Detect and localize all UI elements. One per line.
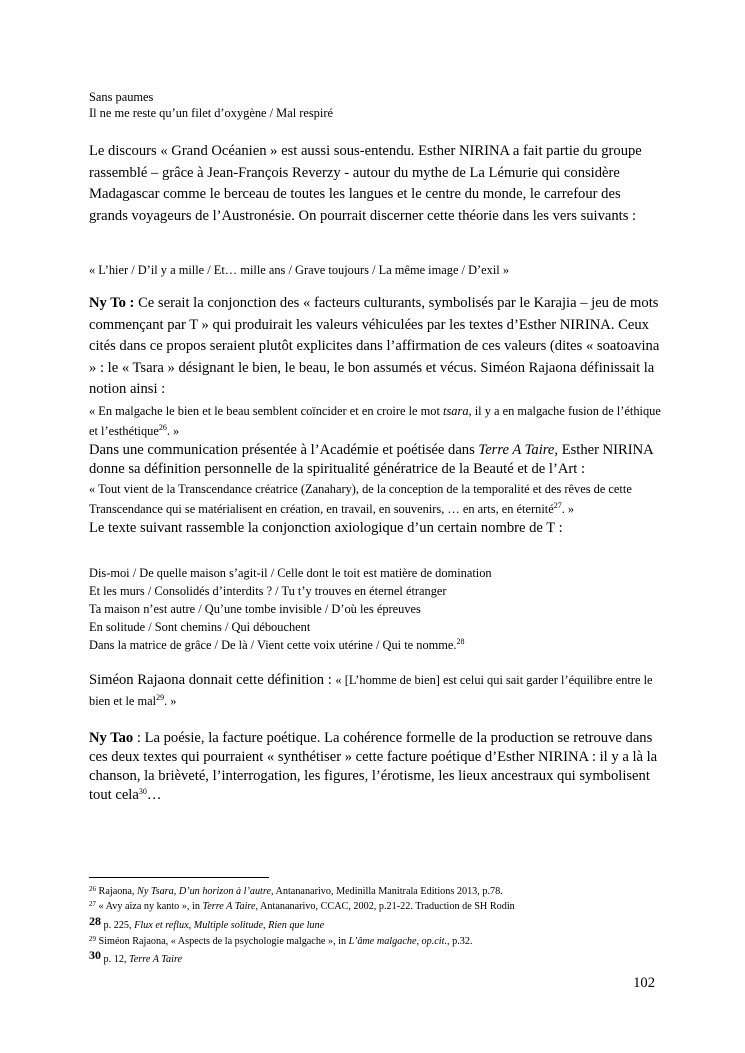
paragraph-conjonction: Le texte suivant rassemble la conjonction axiologique d’un certain nombre de T : xyxy=(89,519,563,536)
footnote-ref: 29 xyxy=(156,693,165,702)
poem-line: Il ne me reste qu’un filet d’oxygène / Mal respiré xyxy=(89,106,333,120)
paragraph-grand-oceanien: Le discours « Grand Océanien » est aussi sous-entendu. Esther NIRINA a fait partie du groupe rassemblé – grâce à Jean-François Reverzy - autour du mythe de La Lémurie qui considère Madagascar comme le berceau de toutes les langues et le centre du monde, le carrefour des grands voyageurs de l’Austronésie. On pourrait discerner cette théorie dans les vers suivants : xyxy=(89,143,642,224)
quote-rajaona: « En malgache le bien et le beau semblent coïncider et en croire le mot tsara, il y a en malgache fusion de l’éthique et l’esthétique$^{26}$. » xyxy=(89,403,661,438)
paragraph-ny-tao: Ny Tao : La poésie, la facture poétique. La cohérence formelle de la production se retrouve dans ces deux textes qui pourraient « synthétiser » cette facture poétique d’Esther NIRINA : il y a là la chanson, la brièveté, l’interrogation, les figures, l’érotisme, les lieux ancestraux qui symbolisent tout cela$^{30}$… xyxy=(89,730,658,803)
footnote-29: $^{29}$ Siméon Rajaona, « Aspects de la psychologie malgache », in L’âme malgache, op.cit., p.32. xyxy=(89,935,473,947)
footnotes xyxy=(89,885,661,966)
paragraph-academie: Dans une communication présentée à l’Académie et poétisée dans Terre A Taire, Esther NIRINA donne sa définition personnelle de la spiritualité génératrice de la Beauté et de l’Art : xyxy=(89,441,653,477)
quote-transcendance: « Tout vient de la Transcendance créatrice (Zanahary), de la conception de la temporalité et des rêves de cette Transcendance qui se matérialisent en création, en travail, en souvenirs, … en arts, en éternité$^{27}$. » xyxy=(89,481,632,516)
poem-line: Dans la matrice de grâce / De là / Vient cette voix utérine / Qui te nomme.$^{28}$ xyxy=(89,637,465,652)
quote-exil: « L’hier / D’il y a mille / Et… mille ans / Grave toujours / La même image / D’exil » xyxy=(89,263,510,277)
poem-line: Sans paumes xyxy=(89,90,154,104)
poem-line: Dis-moi / De quelle maison s’agit-il / Celle dont le toit est matière de domination xyxy=(89,566,492,580)
footnote-28: 28 p. 225, Flux et reflux, Multiple solitude, Rien que lune xyxy=(89,914,325,931)
footnote-ref: 27 xyxy=(553,500,562,510)
section-ny-to xyxy=(89,293,661,538)
paragraph-simeon: Siméon Rajaona donnait cette définition : « [L’homme de bien] est celui qui sait garder l’équilibre entre le bien et le mal$^{29}$. » xyxy=(89,672,653,708)
footnote-30: 30 p. 12, Terre A Taire xyxy=(89,948,183,965)
poem-block xyxy=(89,564,661,654)
footnote-ref: 26 xyxy=(158,422,167,432)
page-number: 102 xyxy=(633,975,655,991)
footnote-27: $^{27}$ « Avy aiza ny kanto », in Terre A Taire, Antananarivo, CCAC, 2002, p.21-22. Traduction de SH Rodin xyxy=(89,900,515,912)
footnote-26: $^{26}$ Rajaona, Ny Tsara, D’un horizon à l’autre, Antananarivo, Medinilla Manitrala Editions 2013, p.78. xyxy=(89,885,503,897)
term-ny-to: Ny To : xyxy=(89,295,135,311)
footnote-ref: 30 xyxy=(138,787,147,796)
poem-line: Et les murs / Consolidés d’interdits ? / Tu t’y trouves en éternel étranger xyxy=(89,584,447,598)
footnote-separator xyxy=(89,877,269,878)
poem-line: En solitude / Sont chemins / Qui débouchent xyxy=(89,620,311,634)
poem-excerpt-top xyxy=(89,89,661,121)
poem-line: Ta maison n’est autre / Qu’une tombe invisible / D’où les épreuves xyxy=(89,602,421,616)
paragraph-ny-to: Ny To : Ce serait la conjonction des « facteurs culturants, symbolisés par le Karajia – jeu de mots commençant par T » qui produirait les valeurs véhiculées par les textes d’Esther NIRINA. Ceux cités dans ce propos seraient plutôt explicites dans l’affirmation de ces valeurs (dites « soatoavina » : le « Tsara » désignant le bien, le beau, le bon assumés et vécus. Siméon Rajaona définissait la notion ainsi : xyxy=(89,295,660,397)
footnote-ref: 28 xyxy=(456,637,465,646)
term-ny-tao: Ny Tao xyxy=(89,730,134,746)
